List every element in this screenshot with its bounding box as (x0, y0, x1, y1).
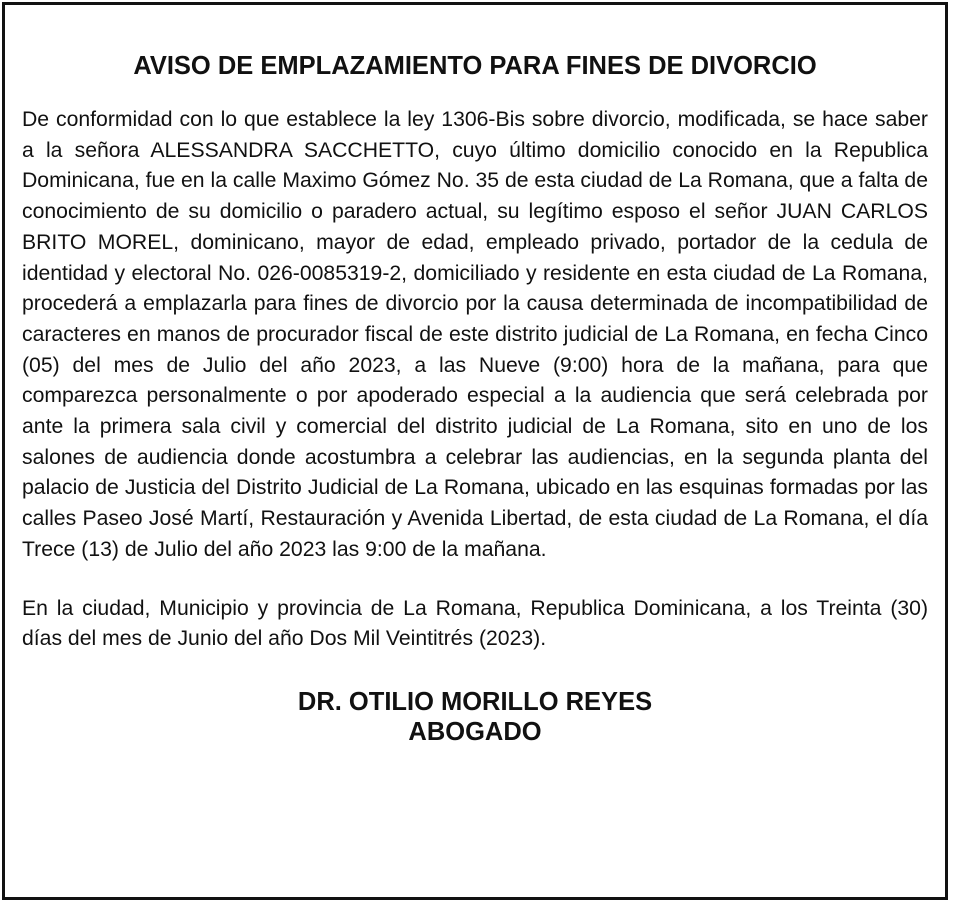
signature-role: ABOGADO (408, 717, 542, 746)
notice-frame (2, 2, 948, 900)
closing-paragraph: En la ciudad, Municipio y provincia de La Romana, Republica Dominicana, a los Treinta (30) días del mes de Junio del año Dos Mil Veintitrés (2023). (22, 596, 928, 651)
notice-body-paragraph: De conformidad con lo que establece la ley 1306-Bis sobre divorcio, modificada, se hace saber a la señora ALESSANDRA SACCHETTO, cuyo último domicilio conocido en la Republica Dominicana, fue en la calle Maximo Gómez No. 35 de esta ciudad de La Romana, que a falta de conocimiento de su domicilio o paradero actual, su legítimo esposo el señor JUAN CARLOS BRITO MOREL, dominicano, mayor de edad, empleado privado, portador de la cedula de identidad y electoral No. 026-0085319-2, domiciliado y residente en esta ciudad de La Romana, procederá a emplazarla para fines de divorcio por la causa determinada de incompatibilidad de caracteres en manos de procurador fiscal de este distrito judicial de La Romana, en fecha Cinco (05) del mes de Julio del año 2023, a las Nueve (9:00) hora de la mañana, para que comparezca personalmente o por apoderado especial a la audiencia que será celebrada por ante la primera sala civil y comercial del distrito judicial de La Romana, sito en uno de los salones de audiencia donde acostumbra a celebrar las audiencias, en la segunda planta del palacio de Justicia del Distrito Judicial de La Romana, ubicado en las esquinas formadas por las calles Paseo José Martí, Restauración y Avenida Libertad, de esta ciudad de La Romana, el día Trece (13) de Julio del año 2023 las 9:00 de la mañana. (22, 108, 928, 561)
signature-block (22, 687, 928, 747)
notice-title: AVISO DE EMPLAZAMIENTO PARA FINES DE DIVORCIO (133, 52, 817, 80)
signature-name: DR. OTILIO MORILLO REYES (297, 687, 653, 716)
notice-content (22, 49, 928, 747)
